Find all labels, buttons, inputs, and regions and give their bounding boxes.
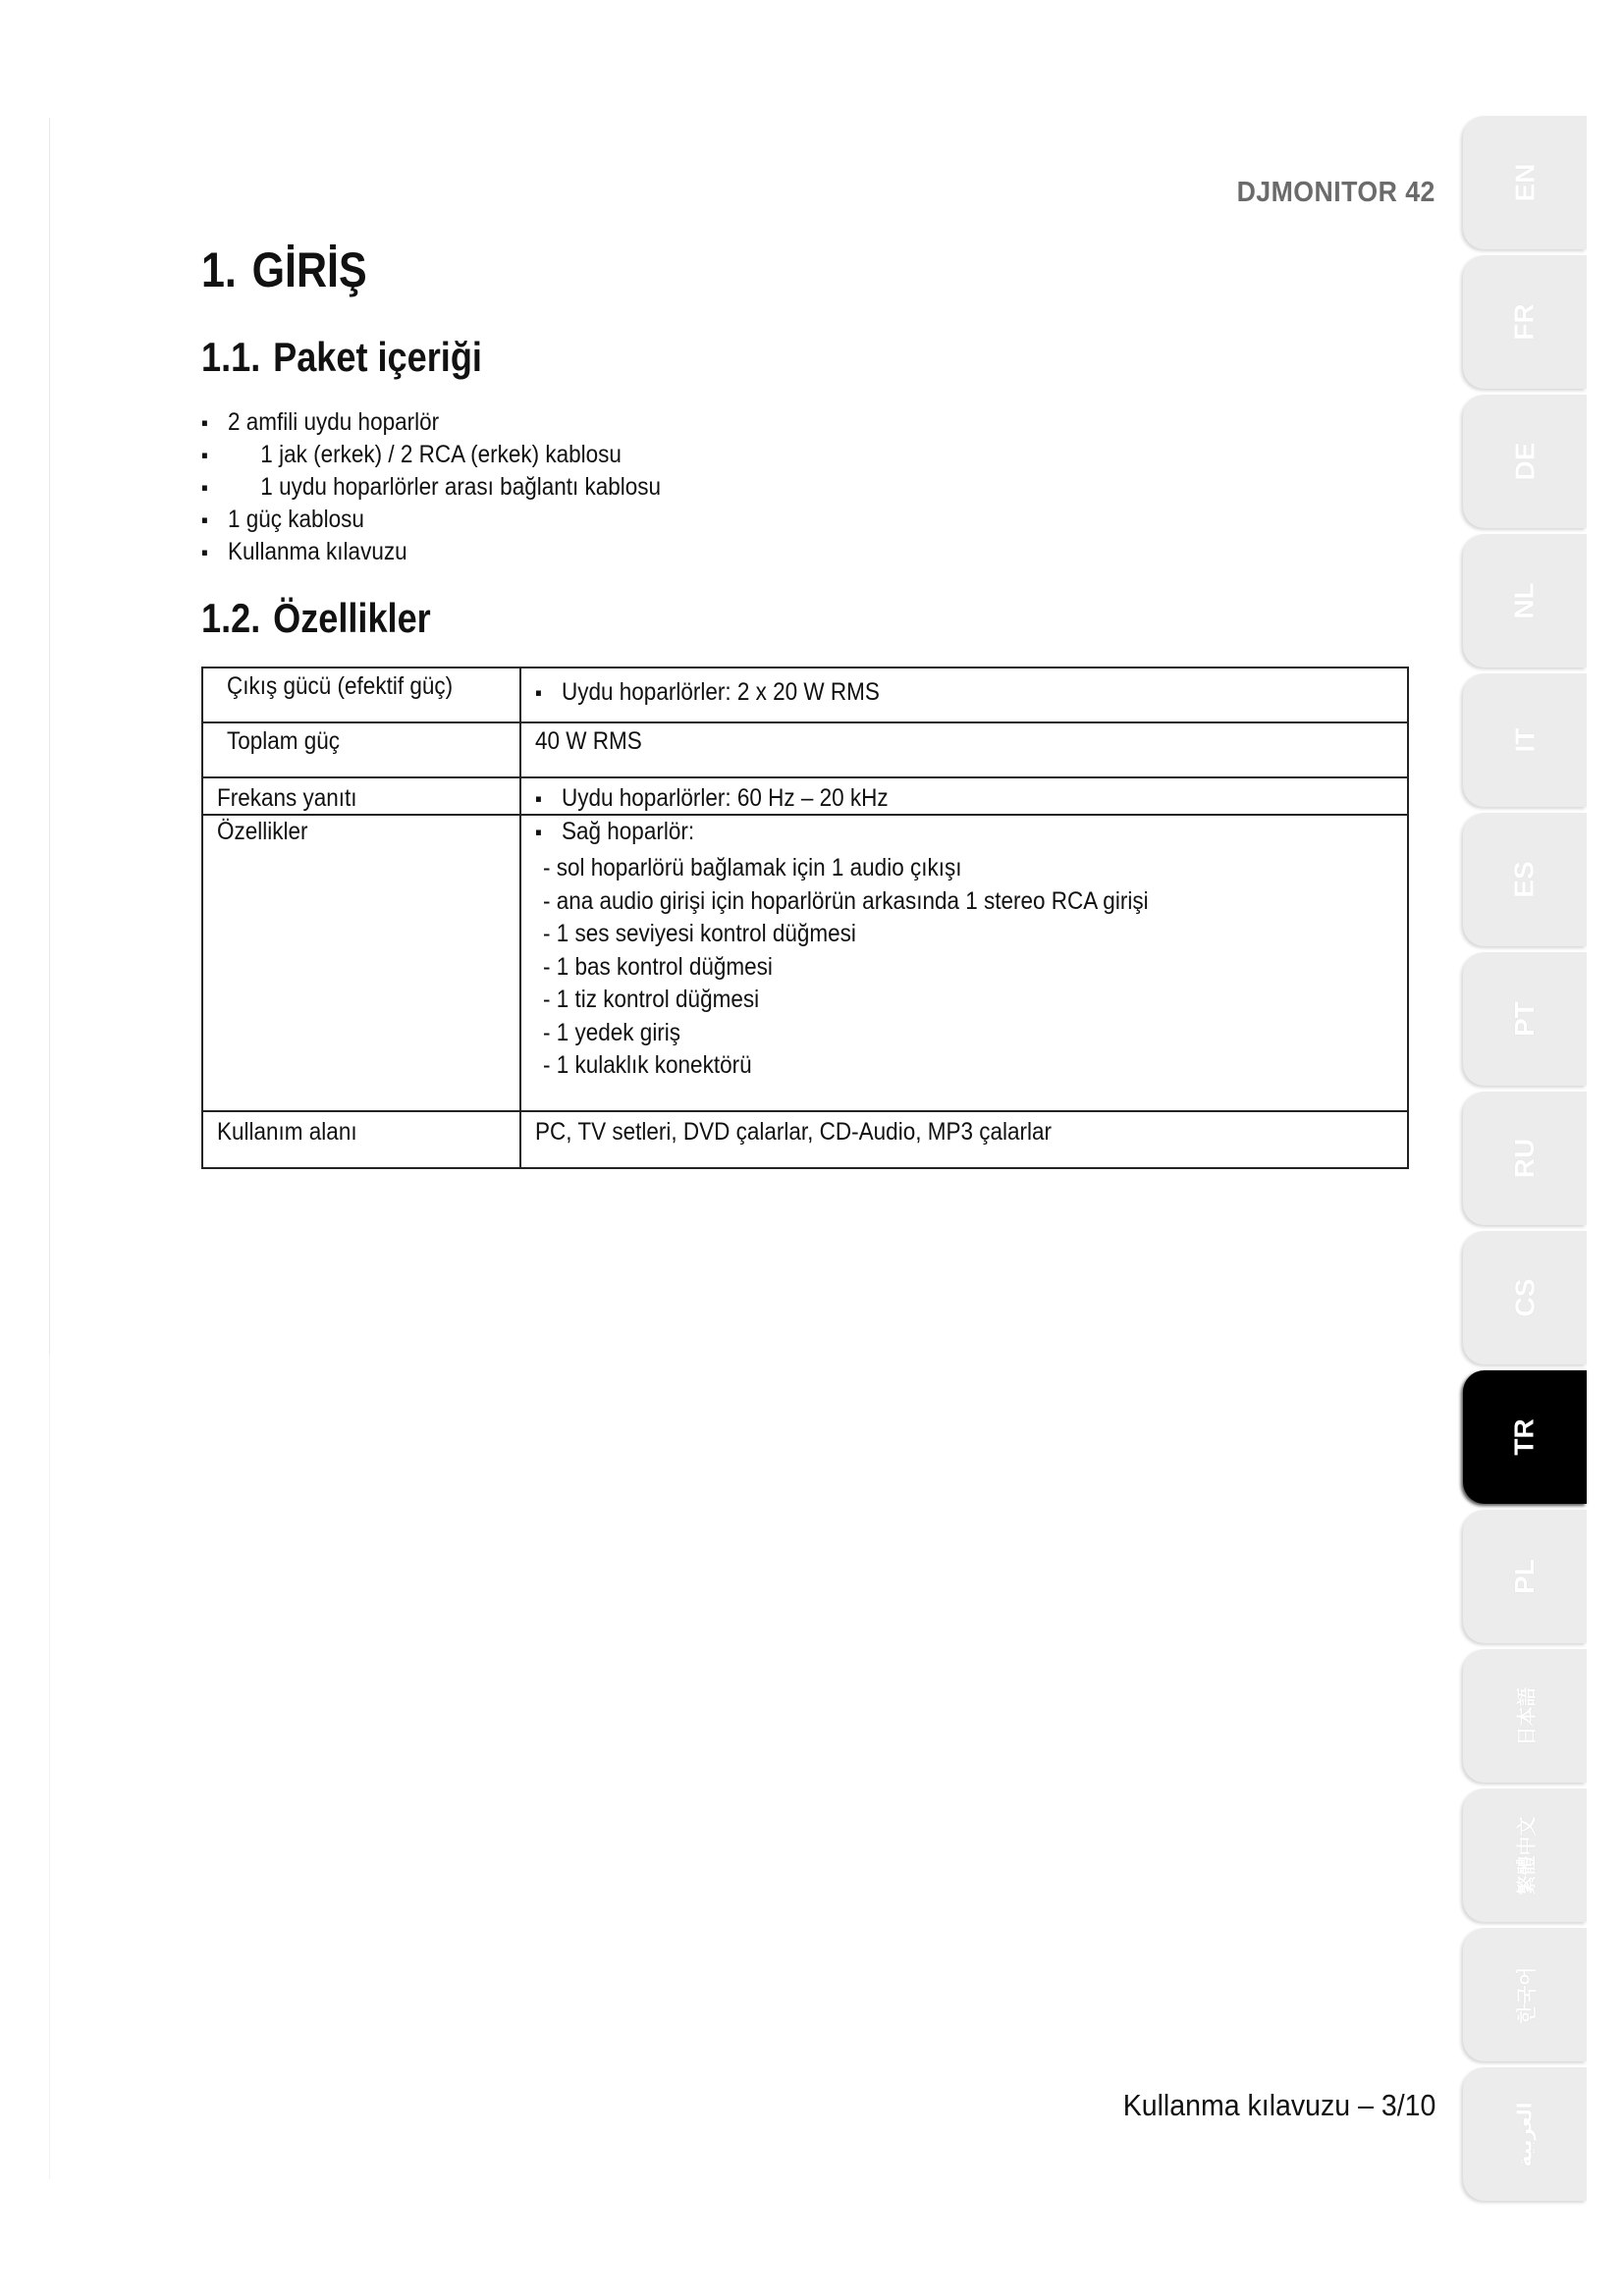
table-cell-value: 40 W RMS bbox=[520, 722, 1408, 777]
bullet-icon bbox=[535, 784, 562, 812]
list-item: - 1 bas kontrol düğmesi bbox=[543, 952, 773, 981]
page-edge-top bbox=[49, 118, 50, 1355]
language-tab-ar[interactable]: العربية bbox=[1463, 2067, 1587, 2201]
table-cell-label: Kullanım alanı bbox=[202, 1111, 520, 1168]
section-number: 1.2. bbox=[201, 595, 261, 641]
language-tab-cs[interactable]: CS bbox=[1463, 1231, 1587, 1364]
language-tab-ja[interactable]: 日本語 bbox=[1463, 1649, 1587, 1783]
language-tab-ko[interactable]: 한국어 bbox=[1463, 1928, 1587, 2061]
table-cell-label: Toplam güç bbox=[202, 722, 520, 777]
table-cell-value: ▪ Uydu hoparlörler: 60 Hz – 20 kHz bbox=[520, 777, 1408, 815]
list-item: ▪ 1 uydu hoparlörler arası bağlantı kablosu bbox=[201, 471, 661, 504]
table-row bbox=[202, 722, 1408, 777]
list-item: - sol hoparlörü bağlamak için 1 audio çıkışı bbox=[543, 854, 962, 881]
list-item: ▪ Kullanma kılavuzu bbox=[201, 536, 661, 568]
language-tab-de[interactable]: DE bbox=[1463, 395, 1587, 528]
list-item: - 1 kulaklık konektörü bbox=[543, 1051, 752, 1079]
bullet-icon bbox=[535, 678, 562, 706]
section-title: GİRİŞ bbox=[251, 242, 367, 297]
list-item: - ana audio girişi için hoparlörün arkasında 1 stereo RCA girişi bbox=[543, 886, 1149, 915]
section-title: Paket içeriği bbox=[273, 334, 482, 380]
table-cell-value: ▪ Uydu hoparlörler: 2 x 20 W RMS bbox=[520, 667, 1408, 722]
language-tab-fr[interactable]: FR bbox=[1463, 255, 1587, 389]
page-footer: Kullanma kılavuzu – 3/10 bbox=[1122, 2088, 1435, 2122]
language-tab-ru[interactable]: RU bbox=[1463, 1092, 1587, 1225]
list-item: - 1 yedek giriş bbox=[543, 1018, 681, 1046]
language-tab-it[interactable]: IT bbox=[1463, 673, 1587, 807]
language-tab-pt[interactable]: PT bbox=[1463, 952, 1587, 1086]
document-header-title: DJMONITOR 42 bbox=[1236, 177, 1435, 208]
language-tab-pl[interactable]: PL bbox=[1463, 1510, 1587, 1643]
table-cell-value: ▪ Sağ hoparlör: - sol hoparlörü bağlamak için 1 audio çıkışı - ana audio girişi için hoparlörün arkasında 1 stereo RCA girişi - 1 ses seviyesi kontrol düğmesi - 1 bas kontrol düğmesi - 1 tiz kontrol düğmesi - 1 yedek giriş - 1 kulaklık konektörü bbox=[520, 815, 1408, 1111]
language-tab-es[interactable]: ES bbox=[1463, 813, 1587, 946]
section-title: Özellikler bbox=[273, 595, 431, 641]
table-row bbox=[202, 1111, 1408, 1168]
table-row bbox=[202, 667, 1408, 722]
section-heading-1-2 bbox=[201, 595, 431, 642]
section-number: 1. bbox=[201, 242, 237, 297]
language-tab-tr[interactable]: TR bbox=[1463, 1370, 1587, 1504]
list-item: ▪ 2 amfili uydu hoparlör bbox=[201, 406, 661, 439]
section-number: 1.1. bbox=[201, 334, 261, 380]
bullet-icon bbox=[535, 818, 562, 845]
feature-details-list bbox=[543, 852, 1393, 1083]
table-cell-label: Çıkış gücü (efektif güç) bbox=[202, 667, 520, 722]
table-row bbox=[202, 815, 1408, 1111]
table-cell-label: Frekans yanıtı bbox=[202, 777, 520, 815]
list-item: - 1 tiz kontrol düğmesi bbox=[543, 986, 760, 1013]
section-heading-1-1 bbox=[201, 334, 482, 381]
specifications-table bbox=[201, 667, 1409, 1169]
list-item: - 1 ses seviyesi kontrol düğmesi bbox=[543, 920, 856, 947]
language-tab-nl[interactable]: NL bbox=[1463, 534, 1587, 667]
section-heading-1 bbox=[201, 241, 367, 298]
language-tabs bbox=[1463, 116, 1587, 2207]
page-edge-bottom bbox=[49, 1355, 50, 2179]
package-contents-list bbox=[201, 406, 712, 568]
list-item: ▪ 1 jak (erkek) / 2 RCA (erkek) kablosu bbox=[201, 439, 661, 471]
table-cell-label: Özellikler bbox=[202, 815, 520, 1111]
table-row bbox=[202, 777, 1408, 815]
table-cell-value: PC, TV setleri, DVD çalarlar, CD-Audio, MP3 çalarlar bbox=[520, 1111, 1408, 1168]
list-item: ▪ 1 güç kablosu bbox=[201, 504, 661, 536]
language-tab-zh[interactable]: 繁體中文 bbox=[1463, 1789, 1587, 1922]
language-tab-en[interactable]: EN bbox=[1463, 116, 1587, 249]
